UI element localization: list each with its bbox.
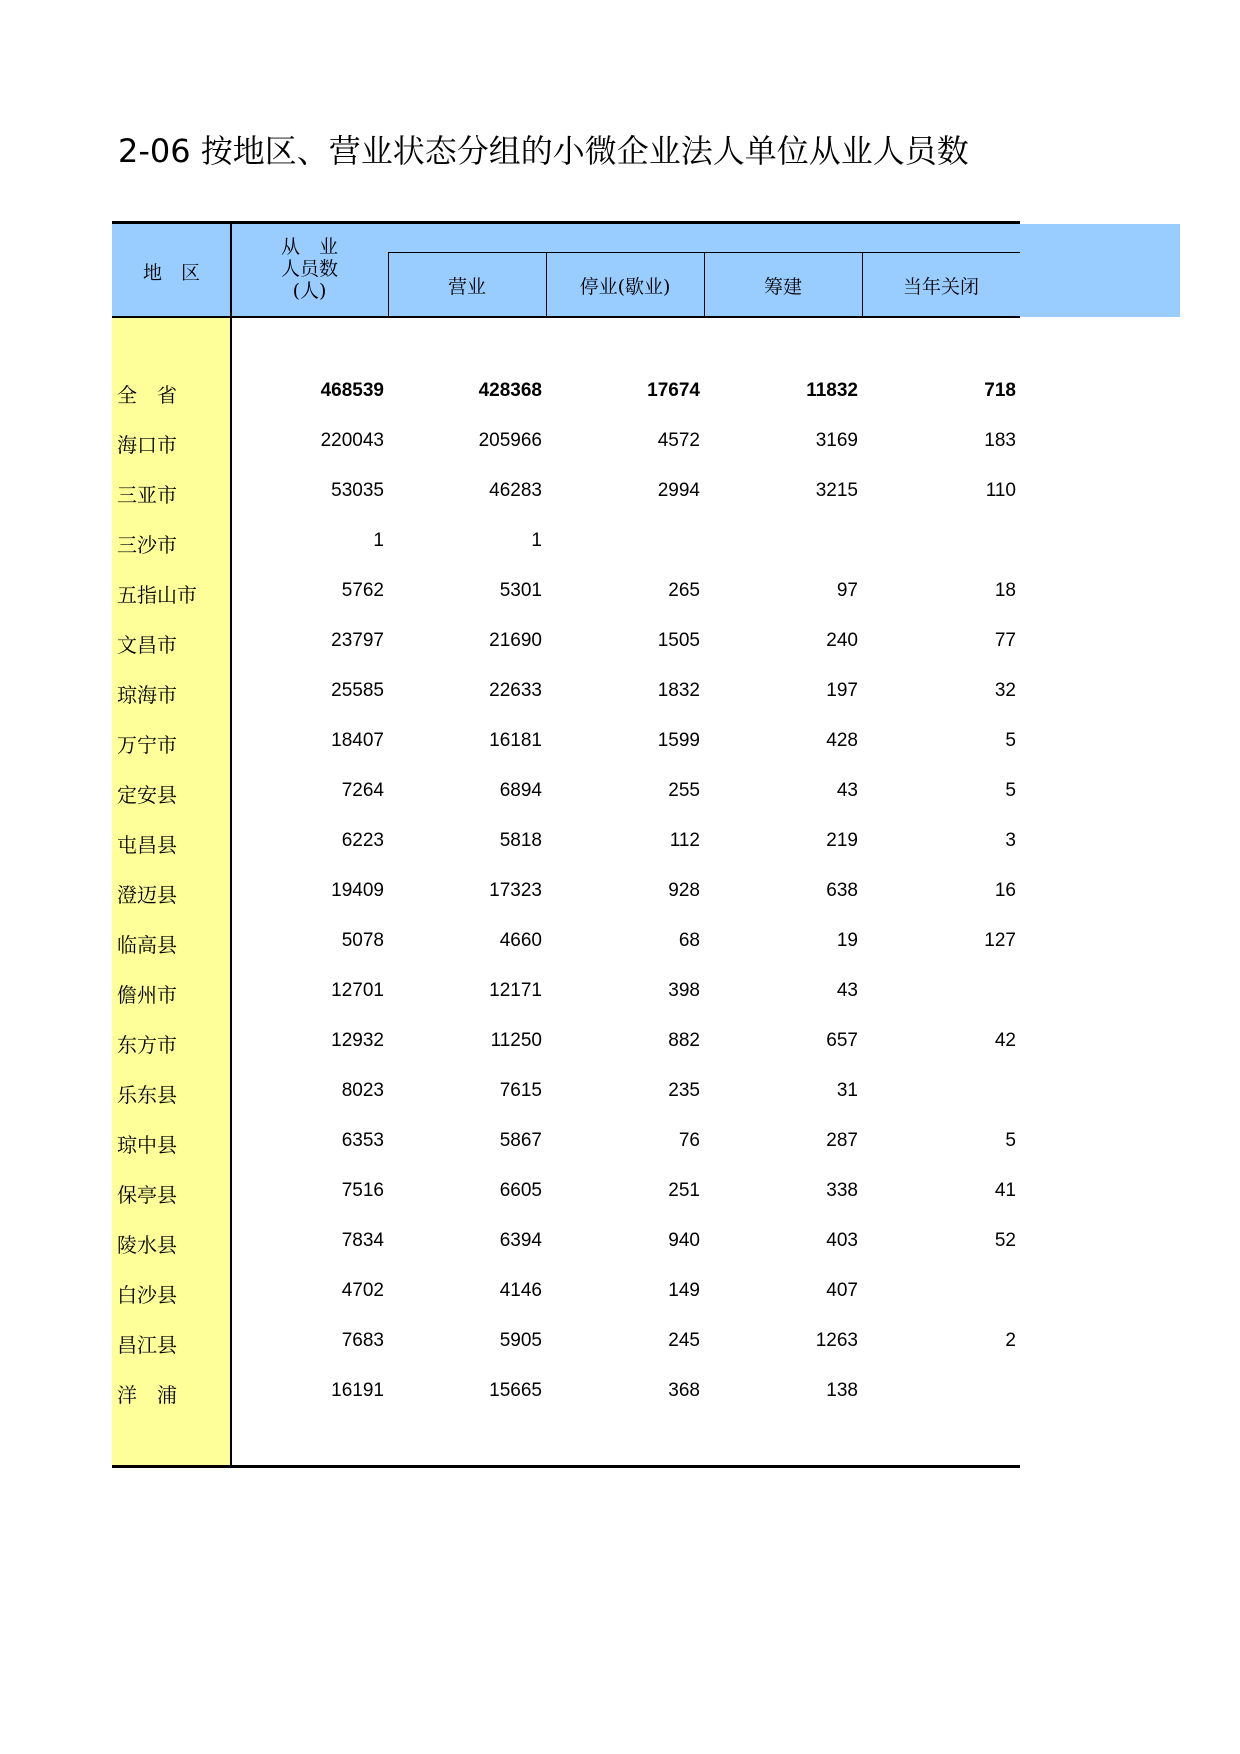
region-name: 定安县 <box>117 783 177 807</box>
cell-operating: 4660 <box>499 930 542 951</box>
table-row <box>112 466 1020 516</box>
cell-suspended: 2994 <box>657 480 700 501</box>
cell-employees: 7683 <box>341 1330 384 1351</box>
table-row <box>112 1116 1020 1166</box>
cell-suspended: 255 <box>668 780 700 801</box>
cell-preparing: 219 <box>826 830 858 851</box>
header-employees-line2: 人员数 <box>280 258 338 280</box>
table-row <box>112 516 1020 566</box>
region-name: 万宁市 <box>117 733 177 757</box>
cell-preparing: 407 <box>826 1280 858 1301</box>
region-name: 文昌市 <box>117 633 177 657</box>
cell-employees: 8023 <box>341 1080 384 1101</box>
cell-suspended: 940 <box>668 1230 700 1251</box>
cell-operating: 6605 <box>499 1180 542 1201</box>
cell-closed: 52 <box>994 1230 1016 1251</box>
table-row <box>112 1366 1020 1416</box>
cell-employees: 7516 <box>341 1180 384 1201</box>
header-operating: 营业 <box>447 276 486 298</box>
cell-closed: 77 <box>994 630 1016 651</box>
cell-preparing: 43 <box>836 980 858 1001</box>
header-employees-line1: 从 业 <box>280 236 338 258</box>
region-name: 琼海市 <box>117 683 177 707</box>
header-bottom-rule <box>112 316 1020 318</box>
region-name: 三亚市 <box>117 483 177 507</box>
cell-employees: 18407 <box>331 730 384 751</box>
cell-preparing: 97 <box>836 580 858 601</box>
cell-closed: 3 <box>1005 830 1016 851</box>
cell-suspended: 368 <box>668 1380 700 1401</box>
cell-employees: 19409 <box>331 880 384 901</box>
cell-operating: 6894 <box>499 780 542 801</box>
cell-employees: 7264 <box>341 780 384 801</box>
table-row <box>112 1066 1020 1116</box>
header-employees-line3: (人) <box>292 280 327 302</box>
table-row <box>112 666 1020 716</box>
region-name: 陵水县 <box>117 1233 177 1257</box>
cell-suspended: 235 <box>668 1080 700 1101</box>
region-name: 海口市 <box>117 433 177 457</box>
cell-employees: 12932 <box>331 1030 384 1051</box>
cell-suspended: 1832 <box>657 680 700 701</box>
table-bottom-rule <box>112 1465 1020 1468</box>
cell-operating: 22633 <box>489 680 542 701</box>
region-name: 白沙县 <box>117 1283 177 1307</box>
cell-preparing: 43 <box>836 780 858 801</box>
cell-preparing: 3169 <box>815 430 858 451</box>
cell-operating: 17323 <box>489 880 542 901</box>
header-region: 地 区 <box>142 262 200 284</box>
cell-employees: 16191 <box>331 1380 384 1401</box>
cell-employees: 25585 <box>331 680 384 701</box>
table-row <box>112 966 1020 1016</box>
cell-preparing: 638 <box>826 880 858 901</box>
cell-preparing: 428 <box>826 730 858 751</box>
cell-operating: 12171 <box>489 980 542 1001</box>
cell-operating: 7615 <box>499 1080 542 1101</box>
cell-closed: 32 <box>994 680 1016 701</box>
cell-closed: 5 <box>1005 780 1016 801</box>
cell-suspended: 1505 <box>657 630 700 651</box>
cell-closed: 16 <box>994 880 1016 901</box>
region-name: 三沙市 <box>117 533 177 557</box>
table-row <box>112 566 1020 616</box>
cell-operating: 5301 <box>499 580 542 601</box>
region-name: 儋州市 <box>117 983 177 1007</box>
cell-operating: 5818 <box>499 830 542 851</box>
region-name: 澄迈县 <box>117 883 177 907</box>
cell-employees: 5762 <box>341 580 384 601</box>
page-title: 2-06 按地区、营业状态分组的小微企业法人单位从业人员数 <box>118 132 969 170</box>
cell-closed: 718 <box>984 380 1016 401</box>
cell-closed: 5 <box>1005 730 1016 751</box>
cell-employees: 220043 <box>320 430 384 451</box>
cell-operating: 46283 <box>489 480 542 501</box>
cell-closed: 18 <box>994 580 1016 601</box>
cell-preparing: 1263 <box>815 1330 858 1351</box>
cell-closed: 41 <box>994 1180 1016 1201</box>
table-row <box>112 866 1020 916</box>
cell-employees: 5078 <box>341 930 384 951</box>
table-row <box>112 716 1020 766</box>
cell-operating: 21690 <box>489 630 542 651</box>
table-row <box>112 1316 1020 1366</box>
cell-preparing: 31 <box>836 1080 858 1101</box>
cell-suspended: 928 <box>668 880 700 901</box>
cell-closed: 5 <box>1005 1130 1016 1151</box>
cell-preparing: 287 <box>826 1130 858 1151</box>
cell-suspended: 76 <box>678 1130 700 1151</box>
cell-suspended: 149 <box>668 1280 700 1301</box>
cell-suspended: 882 <box>668 1030 700 1051</box>
region-name: 屯昌县 <box>117 833 177 857</box>
table-row <box>112 616 1020 666</box>
header-closed: 当年关闭 <box>902 276 979 298</box>
cell-preparing: 657 <box>826 1030 858 1051</box>
cell-preparing: 11832 <box>806 380 858 401</box>
cell-suspended: 245 <box>668 1330 700 1351</box>
cell-operating: 428368 <box>478 380 542 401</box>
cell-operating: 11250 <box>490 1030 542 1051</box>
region-name: 昌江县 <box>117 1333 177 1357</box>
cell-operating: 15665 <box>489 1380 542 1401</box>
region-name: 五指山市 <box>117 583 197 607</box>
cell-operating: 16181 <box>489 730 542 751</box>
cell-suspended: 68 <box>678 930 700 951</box>
cell-suspended: 251 <box>668 1180 700 1201</box>
cell-employees: 6223 <box>341 830 384 851</box>
region-name: 全 省 <box>117 383 177 407</box>
table-row <box>112 916 1020 966</box>
cell-closed: 2 <box>1005 1330 1016 1351</box>
table-row <box>112 1166 1020 1216</box>
cell-employees: 1 <box>373 530 384 551</box>
region-name: 洋 浦 <box>117 1383 177 1407</box>
cell-preparing: 403 <box>826 1230 858 1251</box>
cell-employees: 6353 <box>341 1130 384 1151</box>
table-body <box>112 366 1020 1416</box>
header-suspended: 停业(歇业) <box>579 276 671 298</box>
cell-operating: 4146 <box>499 1280 542 1301</box>
cell-suspended: 17674 <box>647 380 700 401</box>
cell-employees: 468539 <box>320 380 384 401</box>
cell-suspended: 398 <box>668 980 700 1001</box>
cell-suspended: 112 <box>669 830 700 851</box>
region-name: 东方市 <box>117 1033 177 1057</box>
cell-suspended: 4572 <box>657 430 700 451</box>
cell-closed: 42 <box>994 1030 1016 1051</box>
cell-employees: 53035 <box>331 480 384 501</box>
table-row <box>112 1266 1020 1316</box>
cell-closed: 183 <box>984 430 1016 451</box>
cell-preparing: 240 <box>826 630 858 651</box>
table-row <box>112 416 1020 466</box>
cell-employees: 4702 <box>341 1280 384 1301</box>
cell-operating: 5905 <box>499 1330 542 1351</box>
cell-operating: 6394 <box>499 1230 542 1251</box>
table-top-rule <box>112 221 1020 224</box>
cell-employees: 23797 <box>331 630 384 651</box>
region-name: 临高县 <box>117 933 177 957</box>
cell-operating: 5867 <box>499 1130 542 1151</box>
table-row <box>112 1216 1020 1266</box>
cell-employees: 7834 <box>341 1230 384 1251</box>
cell-preparing: 197 <box>826 680 858 701</box>
region-name: 乐东县 <box>117 1083 177 1107</box>
cell-closed: 127 <box>984 930 1016 951</box>
cell-preparing: 338 <box>826 1180 858 1201</box>
table-row-total <box>112 366 1020 416</box>
region-name: 保亭县 <box>117 1183 177 1207</box>
header-preparing: 筹建 <box>763 276 802 298</box>
cell-suspended: 265 <box>668 580 700 601</box>
cell-preparing: 3215 <box>815 480 858 501</box>
table-row <box>112 766 1020 816</box>
header-employees <box>231 236 388 302</box>
cell-suspended: 1599 <box>657 730 700 751</box>
table-row <box>112 816 1020 866</box>
table-row <box>112 1016 1020 1066</box>
cell-operating: 1 <box>531 530 542 551</box>
cell-preparing: 19 <box>836 930 858 951</box>
cell-preparing: 138 <box>826 1380 858 1401</box>
region-name: 琼中县 <box>117 1133 177 1157</box>
cell-employees: 12701 <box>331 980 384 1001</box>
cell-operating: 205966 <box>478 430 542 451</box>
cell-closed: 110 <box>985 480 1016 501</box>
